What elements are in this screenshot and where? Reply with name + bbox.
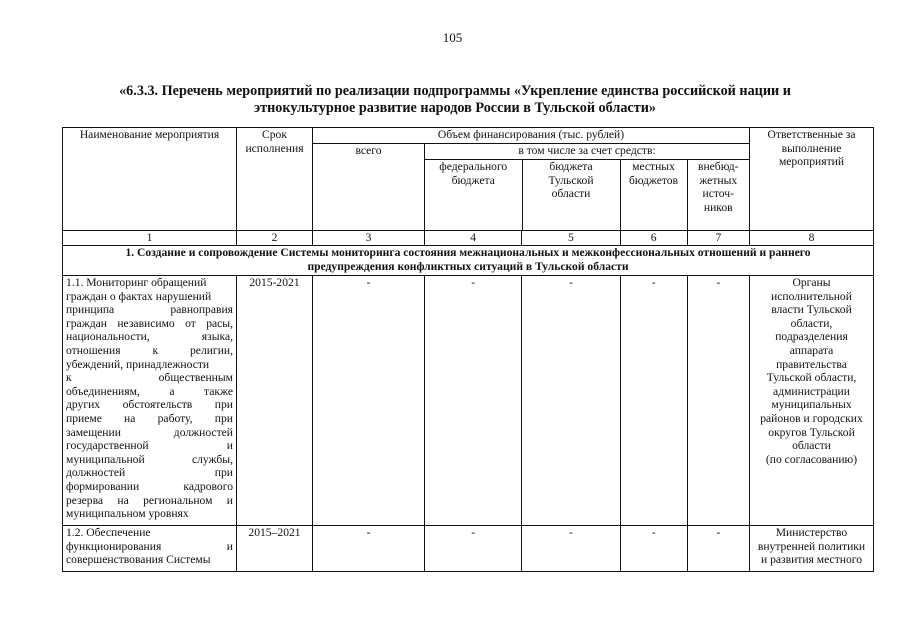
- column-number: 4: [425, 231, 522, 246]
- title-line-1: «6.3.3. Перечень мероприятий по реализации подпрограммы «Укрепление единства российской нации и: [119, 83, 791, 99]
- column-number: 3: [313, 231, 425, 246]
- header-local-line-2: бюджетов: [628, 173, 679, 187]
- measure-name-line: должностей при: [66, 466, 233, 480]
- responsible-line: Органы: [792, 276, 831, 289]
- page-number: 105: [442, 30, 463, 45]
- responsible-line: (по согласованию): [765, 452, 858, 466]
- measure-name-line: замещении должностей: [66, 425, 233, 439]
- header-extra-cell: [687, 160, 749, 230]
- section-heading-line-2: предупреждения конфликтных ситуаций в Тульской области: [307, 259, 629, 273]
- header-local-cell: [620, 160, 687, 230]
- local-cell: -: [620, 276, 687, 526]
- measure-name-line: функционирования и: [66, 539, 233, 553]
- term-cell: 2015–2021: [237, 526, 313, 572]
- header-term-line-2: исполнения: [245, 141, 304, 155]
- responsible-line: и развития местного: [760, 553, 863, 567]
- measure-name-line: резерва на региональном и: [66, 493, 233, 507]
- title-line-2: этнокультурное развитие народов России в Тульской области»: [254, 100, 656, 116]
- responsible-line: исполнительной: [771, 289, 852, 303]
- measure-name-line: муниципальном уровнях: [66, 507, 189, 521]
- header-funding: Объем финансирования (тыс. рублей): [437, 128, 625, 141]
- section-row: [63, 246, 874, 276]
- measure-name-cell: [63, 526, 237, 572]
- header-federal-line-2: бюджета: [451, 173, 495, 187]
- column-number: 1: [63, 231, 237, 246]
- responsible-cell: [750, 276, 874, 526]
- responsible-line: аппарата: [789, 343, 834, 357]
- measure-name-line: объединениям, а также: [66, 384, 233, 398]
- responsible-line: администрации: [773, 384, 850, 398]
- measure-name-line: муниципальной службы,: [66, 452, 233, 466]
- header-regional-line-3: области: [551, 187, 591, 201]
- responsible-cell: [750, 526, 874, 572]
- responsible-line: правительства: [776, 357, 847, 371]
- measure-name-line: приеме на работу, при: [66, 411, 233, 425]
- responsible-line: области,: [790, 316, 833, 330]
- extra-cell: -: [687, 276, 749, 526]
- regional-cell: -: [522, 526, 620, 572]
- header-term-cell: [237, 128, 313, 231]
- document-title: [60, 83, 850, 117]
- responsible-line: округов Тульской: [768, 425, 855, 439]
- header-extra-line-4: ников: [703, 200, 733, 214]
- header-regional-line-2: Тульской: [548, 173, 594, 187]
- column-number: 8: [750, 231, 874, 246]
- header-federal-cell: [425, 160, 522, 230]
- header-federal-line-1: федерального: [439, 160, 508, 173]
- measure-name-line: государственной и: [66, 439, 233, 453]
- header-name-cell: [63, 128, 237, 231]
- header-sources-subtable: [425, 160, 749, 230]
- column-number: 7: [687, 231, 749, 246]
- table-row: [63, 526, 874, 572]
- local-cell: -: [620, 526, 687, 572]
- measure-name-line: граждан о фактах нарушений: [66, 289, 212, 303]
- column-number: 6: [620, 231, 687, 246]
- header-including: в том числе за счет средств:: [425, 144, 749, 160]
- total-cell: -: [313, 276, 425, 526]
- header-extra-line-3: источ-: [702, 187, 734, 201]
- term-cell: 2015-2021: [237, 276, 313, 526]
- measures-table: [62, 127, 874, 572]
- measure-name-line: к общественным: [66, 371, 233, 385]
- header-total-cell: [313, 144, 425, 231]
- measure-name-line: других обстоятельств при: [66, 398, 233, 412]
- header-regional-line-1: бюджета: [549, 160, 593, 173]
- responsible-line: Тульской области,: [766, 371, 857, 385]
- column-number: 2: [237, 231, 313, 246]
- header-responsible-line-2: выполнение: [781, 141, 842, 155]
- header-local-line-1: местных: [632, 160, 675, 173]
- header-name: Наименование мероприятия: [79, 128, 220, 141]
- header-extra-line-2: жетных: [699, 173, 738, 187]
- header-responsible-line-3: мероприятий: [778, 155, 845, 169]
- measure-name-line: убеждений, принадлежности: [66, 357, 210, 371]
- responsible-line: Министерство: [775, 526, 848, 539]
- section-heading-line-1: 1. Создание и сопровождение Системы мониторинга состояния межнациональных и межконфессиональных отношений и раннего: [125, 246, 811, 259]
- header-term-line-1: Срок: [262, 128, 287, 141]
- header-funding-cell: [313, 128, 750, 144]
- total-cell: -: [313, 526, 425, 572]
- measure-name-line: формировании кадрового: [66, 479, 233, 493]
- measure-name-line: принципа равноправия: [66, 303, 233, 317]
- header-sources-cell: [425, 144, 750, 231]
- section-heading: [63, 246, 874, 276]
- responsible-line: внутренней политики: [757, 539, 866, 553]
- header-total: всего: [355, 144, 382, 157]
- regional-cell: -: [522, 276, 620, 526]
- measure-name-line: 1.2. Обеспечение: [66, 526, 151, 539]
- table-row: [63, 276, 874, 526]
- responsible-line: власти Тульской: [771, 303, 852, 317]
- federal-cell: -: [425, 526, 522, 572]
- header-regional-cell: [522, 160, 620, 230]
- header-row-1: [63, 128, 874, 144]
- header-extra-line-1: внебюд-: [697, 160, 739, 173]
- column-number: 5: [522, 231, 620, 246]
- measure-name-line: граждан независимо от расы,: [66, 316, 233, 330]
- measure-name-cell: [63, 276, 237, 526]
- responsible-line: муниципальных: [771, 398, 852, 412]
- header-responsible-line-1: Ответственные за: [767, 128, 856, 141]
- measure-name-line: совершенствования Системы: [66, 553, 211, 567]
- extra-cell: -: [687, 526, 749, 572]
- measure-name-line: национальности, языка,: [66, 330, 233, 344]
- header-responsible-cell: [750, 128, 874, 231]
- responsible-line: подразделения: [775, 330, 848, 344]
- responsible-line: области: [792, 439, 831, 453]
- responsible-line: районов и городских: [760, 411, 863, 425]
- federal-cell: -: [425, 276, 522, 526]
- measure-name-line: 1.1. Мониторинг обращений: [66, 276, 207, 289]
- measure-name-line: отношения к религии,: [66, 343, 233, 357]
- column-numbers-row: [63, 231, 874, 246]
